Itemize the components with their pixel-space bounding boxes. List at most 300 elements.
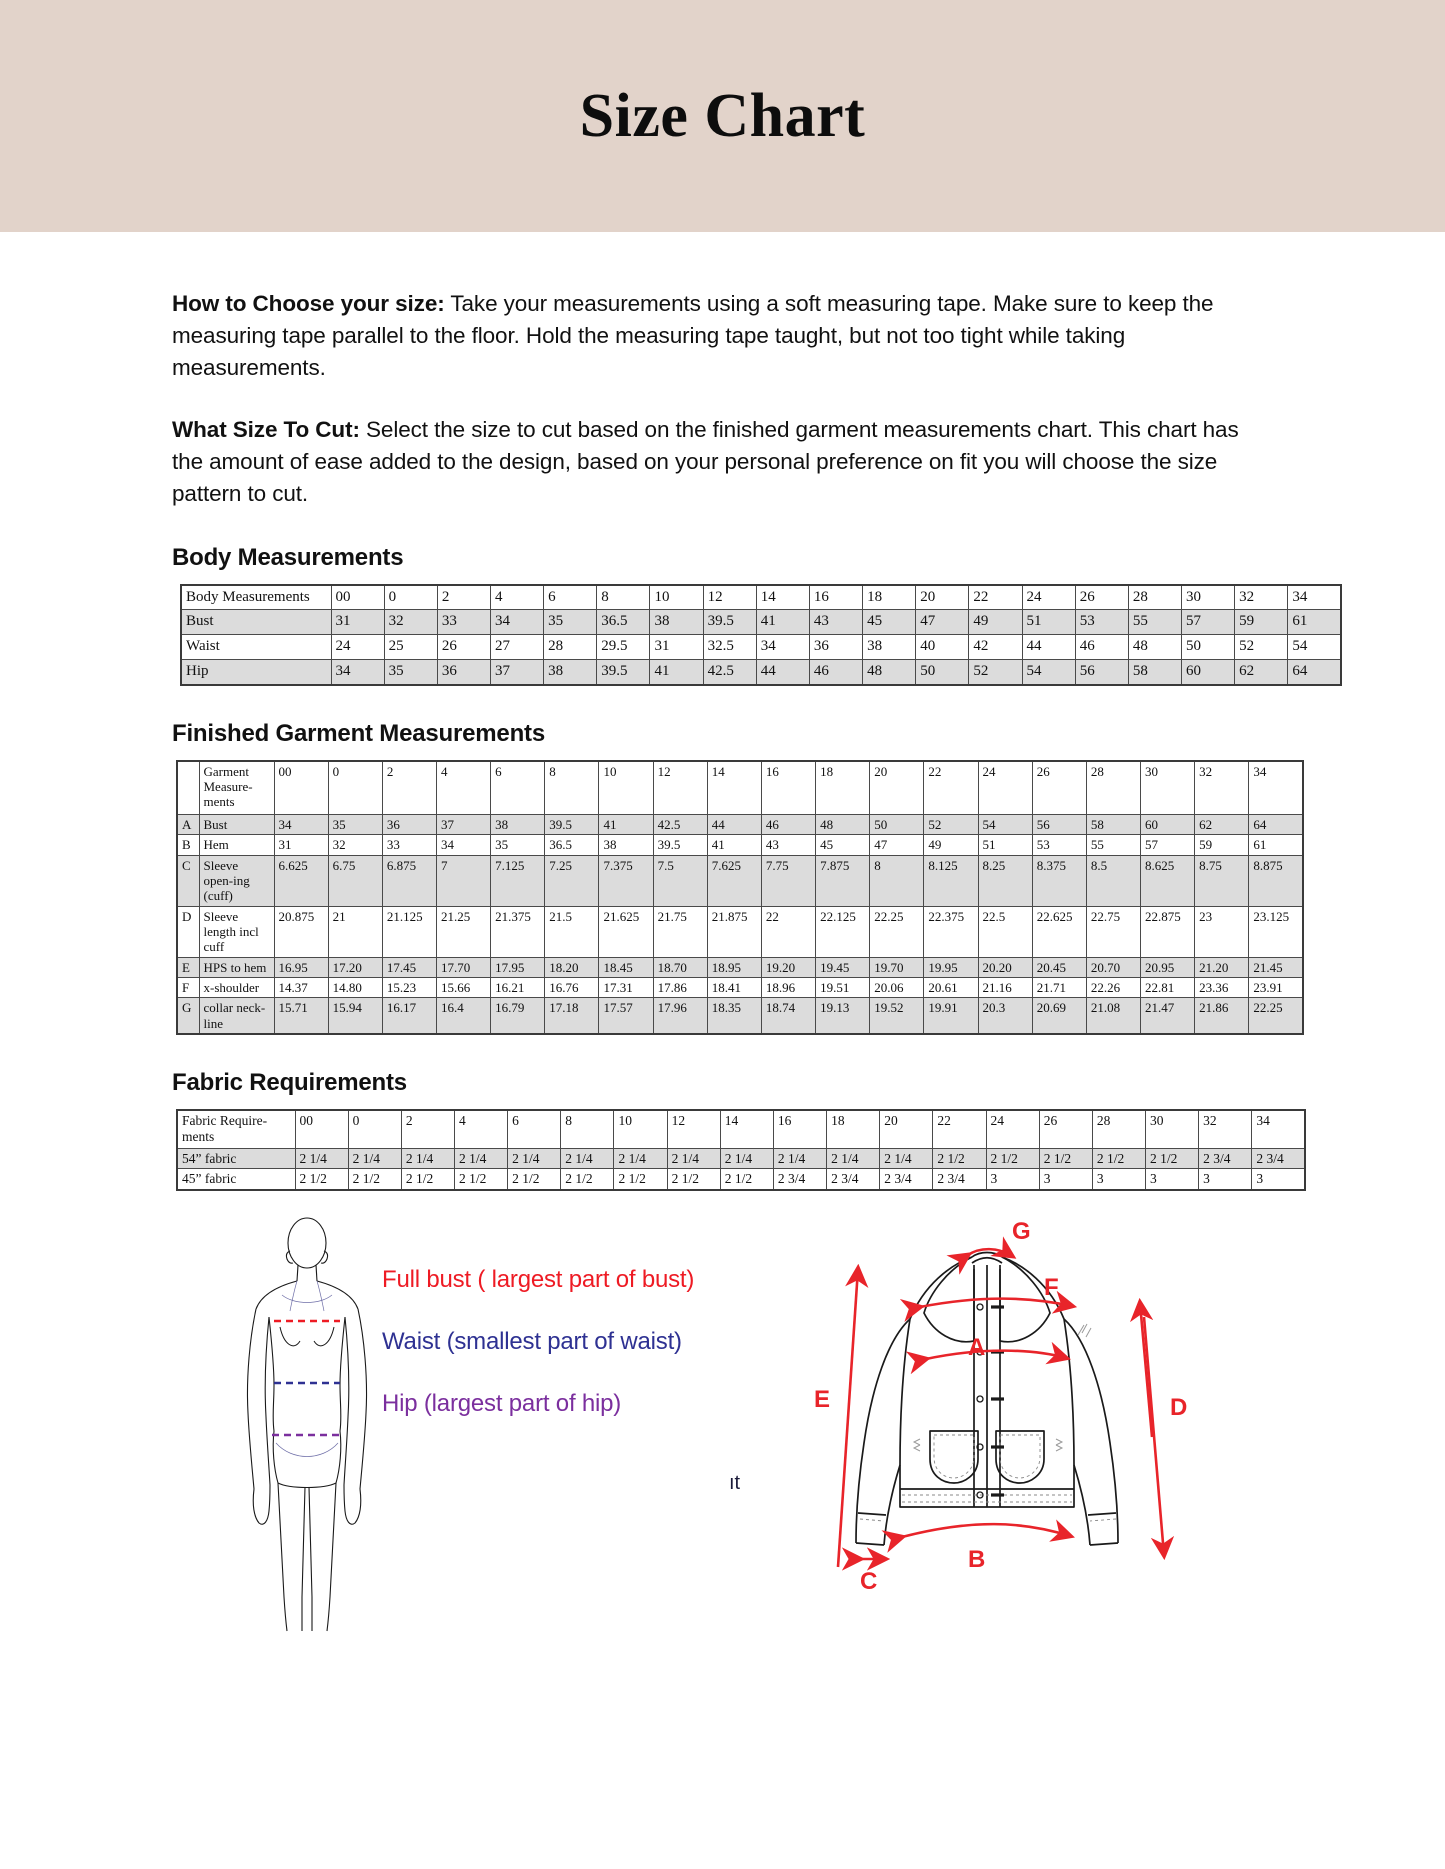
size-header-cell: 28 [1086, 761, 1140, 815]
fabric-cell: 2 1/4 [773, 1148, 826, 1169]
table-row [177, 761, 1303, 815]
measurement-cell: 62 [1195, 815, 1249, 835]
size-header-cell: 16 [761, 761, 815, 815]
fabric-cell: 2 1/2 [508, 1169, 561, 1190]
measurement-cell: 17.18 [545, 998, 599, 1034]
fabric-cell: 2 1/4 [508, 1148, 561, 1169]
measurement-cell: 34 [436, 835, 490, 855]
measurement-cell: 60 [1182, 660, 1235, 685]
measurement-cell: 18.74 [761, 998, 815, 1034]
measurement-cell: 16.17 [382, 998, 436, 1034]
measurement-cell: 21.375 [491, 906, 545, 957]
jacket-label-c: C [860, 1568, 878, 1596]
row-label: Waist [181, 635, 331, 660]
measurement-cell: 21.875 [707, 906, 761, 957]
table-row [177, 835, 1303, 855]
table-row [181, 635, 1341, 660]
measurement-cell: 41 [650, 660, 703, 685]
size-header-cell: 4 [454, 1110, 507, 1148]
measurement-cell: 34 [331, 660, 384, 685]
size-header-cell: 24 [978, 761, 1032, 815]
measurement-cell: 6.875 [382, 855, 436, 906]
measurement-cell: 27 [490, 635, 543, 660]
measurement-cell: 22.625 [1032, 906, 1086, 957]
measurement-cell: 36.5 [597, 610, 650, 635]
fabric-cell: 2 3/4 [880, 1169, 933, 1190]
measurement-cell: 21 [328, 906, 382, 957]
size-header-cell: 6 [544, 585, 597, 610]
body-measurements-table [180, 584, 1342, 686]
fabric-cell: 3 [1146, 1169, 1199, 1190]
measurement-cell: 8.125 [924, 855, 978, 906]
fabric-cell: 2 1/4 [295, 1148, 348, 1169]
measurement-cell: 49 [924, 835, 978, 855]
size-header-cell: 30 [1141, 761, 1195, 815]
fabric-cell: 3 [1252, 1169, 1305, 1190]
page-title: Size Chart [579, 81, 866, 150]
measurement-cell: 36 [437, 660, 490, 685]
measurement-cell: 19.13 [816, 998, 870, 1034]
page-body [0, 288, 1445, 1687]
measurement-cell: 28 [544, 635, 597, 660]
size-header-cell: 8 [597, 585, 650, 610]
measurement-cell: 19.70 [870, 957, 924, 977]
size-header-cell: 4 [490, 585, 543, 610]
measurement-cell: 39.5 [597, 660, 650, 685]
size-header-cell: 22 [969, 585, 1022, 610]
jacket-label-b: B [968, 1546, 986, 1574]
measurement-cell: 19.45 [816, 957, 870, 977]
measurement-cell: 48 [1128, 635, 1181, 660]
fabric-cell: 2 1/4 [454, 1148, 507, 1169]
measurement-cell: 43 [761, 835, 815, 855]
measurement-cell: 35 [328, 815, 382, 835]
measurement-cell: 38 [491, 815, 545, 835]
size-header-cell: 24 [986, 1110, 1039, 1148]
fabric-cell: 3 [1092, 1169, 1145, 1190]
jacket-flat-svg [772, 1207, 1202, 1657]
measurement-cell: 15.66 [436, 978, 490, 998]
fabric-cell: 2 1/2 [1092, 1148, 1145, 1169]
size-header-cell: 14 [756, 585, 809, 610]
row-letter: G [177, 998, 199, 1034]
size-header-cell: 8 [561, 1110, 614, 1148]
fabric-cell: 2 1/2 [295, 1169, 348, 1190]
row-label: HPS to hem [199, 957, 274, 977]
legend-item-hip: Hip (largest part of hip) [382, 1389, 622, 1417]
measurement-cell: 50 [1182, 635, 1235, 660]
size-header-cell: 32 [1235, 585, 1288, 610]
measurement-cell: 8.5 [1086, 855, 1140, 906]
measurement-cell: 32 [384, 610, 437, 635]
measurement-cell: 14.80 [328, 978, 382, 998]
measurement-cell: 17.96 [653, 998, 707, 1034]
fabric-cell: 2 1/2 [454, 1169, 507, 1190]
size-header-cell: 26 [1039, 1110, 1092, 1148]
measurement-cell: 37 [490, 660, 543, 685]
measurement-cell: 7.375 [599, 855, 653, 906]
row-letter: C [177, 855, 199, 906]
measurement-cell: 34 [490, 610, 543, 635]
measurement-cell: 40 [916, 635, 969, 660]
measurement-cell: 14.37 [274, 978, 328, 998]
table-row [181, 585, 1341, 610]
measurement-cell: 38 [650, 610, 703, 635]
measurement-cell: 38 [544, 660, 597, 685]
measurement-cell: 19.95 [924, 957, 978, 977]
measurement-cell: 39.5 [653, 835, 707, 855]
measurement-cell: 7.75 [761, 855, 815, 906]
measurement-cell: 23.91 [1249, 978, 1303, 998]
measurement-cell: 31 [331, 610, 384, 635]
fabric-cell: 2 3/4 [827, 1169, 880, 1190]
measurement-cell: 16.4 [436, 998, 490, 1034]
measurement-cell: 21.08 [1086, 998, 1140, 1034]
size-header-cell: 2 [401, 1110, 454, 1148]
size-header-cell: 0 [328, 761, 382, 815]
size-header-cell: 0 [384, 585, 437, 610]
size-header-cell: 20 [870, 761, 924, 815]
how-to-choose-paragraph [172, 288, 1247, 384]
fabric-cell: 2 1/2 [561, 1169, 614, 1190]
measurement-cell: 54 [978, 815, 1032, 835]
size-header-cell: 00 [331, 585, 384, 610]
measurement-cell: 22.75 [1086, 906, 1140, 957]
measurement-cell: 18.95 [707, 957, 761, 977]
measurement-cell: 31 [274, 835, 328, 855]
measurement-cell: 42 [969, 635, 1022, 660]
measurement-cell: 64 [1288, 660, 1341, 685]
measurement-cell: 52 [1235, 635, 1288, 660]
measurement-cell: 18.41 [707, 978, 761, 998]
measurement-cell: 23.36 [1195, 978, 1249, 998]
row-label: Hip [181, 660, 331, 685]
measurement-cell: 18.70 [653, 957, 707, 977]
measurement-cell: 7.25 [545, 855, 599, 906]
fabric-cell: 3 [1199, 1169, 1252, 1190]
measurement-cell: 46 [809, 660, 862, 685]
measurement-cell: 20.95 [1141, 957, 1195, 977]
size-header-cell: 22 [924, 761, 978, 815]
fabric-cell: 3 [986, 1169, 1039, 1190]
legend-item-waist: Waist (smallest part of waist) [382, 1328, 682, 1356]
measurement-cell: 18.20 [545, 957, 599, 977]
measurement-cell: 15.94 [328, 998, 382, 1034]
page-banner [0, 0, 1445, 232]
size-header-cell: 16 [773, 1110, 826, 1148]
arrow-e [838, 1269, 858, 1567]
fabric-cell: 2 3/4 [933, 1169, 986, 1190]
measurement-cell: 6.625 [274, 855, 328, 906]
measurement-cell: 47 [916, 610, 969, 635]
measurement-cell: 41 [707, 835, 761, 855]
measurement-cell: 35 [384, 660, 437, 685]
measurement-cell: 60 [1141, 815, 1195, 835]
measurement-cell: 33 [382, 835, 436, 855]
table-row [177, 815, 1303, 835]
jacket-illustration [772, 1207, 1202, 1662]
row-label: Bust [199, 815, 274, 835]
fabric-cell: 2 1/2 [401, 1169, 454, 1190]
measurement-cell: 8.375 [1032, 855, 1086, 906]
measurement-cell: 23.125 [1249, 906, 1303, 957]
measurement-cell: 17.57 [599, 998, 653, 1034]
measurement-cell: 50 [916, 660, 969, 685]
fabric-requirements-heading: Fabric Requirements [172, 1069, 407, 1097]
row-letter: E [177, 957, 199, 977]
row-label: Bust [181, 610, 331, 635]
measurement-cell: 41 [756, 610, 809, 635]
finished-garment-measurements-table [176, 760, 1304, 1035]
intro-block [172, 288, 1273, 510]
row-letter: D [177, 906, 199, 957]
measurement-cell: 64 [1249, 815, 1303, 835]
size-header-cell: 34 [1249, 761, 1303, 815]
fabric-cell: 2 1/4 [667, 1148, 720, 1169]
measurement-cell: 21.125 [382, 906, 436, 957]
measurement-cell: 17.86 [653, 978, 707, 998]
measurement-cell: 15.23 [382, 978, 436, 998]
size-header-cell: 8 [545, 761, 599, 815]
measurement-cell: 7.125 [491, 855, 545, 906]
size-header-cell: 12 [703, 585, 756, 610]
row-label: Sleeve open-ing (cuff) [199, 855, 274, 906]
measurement-cell: 17.31 [599, 978, 653, 998]
measurement-cell: 7.5 [653, 855, 707, 906]
fabric-cell: 2 1/2 [720, 1169, 773, 1190]
measurement-cell: 57 [1141, 835, 1195, 855]
fabric-cell: 2 1/4 [880, 1148, 933, 1169]
measurement-cell: 19.91 [924, 998, 978, 1034]
measurement-cell: 32.5 [703, 635, 756, 660]
measurement-cell: 17.95 [491, 957, 545, 977]
fabric-cell: 2 1/2 [1146, 1148, 1199, 1169]
measurement-cell: 17.45 [382, 957, 436, 977]
illustrations-area [172, 1217, 1273, 1687]
measurement-cell: 22.81 [1141, 978, 1195, 998]
size-header-cell: 12 [653, 761, 707, 815]
measurement-cell: 20.69 [1032, 998, 1086, 1034]
measurement-cell: 22.5 [978, 906, 1032, 957]
measurement-cell: 8.625 [1141, 855, 1195, 906]
what-size-to-cut-text: Select the size to cut based on the finished garment measurements chart. This chart has the amount of ease added to the design, based on your personal preference on fit you will choose the size pattern to cut. [172, 416, 1239, 506]
jacket-label-f: F [1044, 1274, 1059, 1302]
measurement-cell: 34 [274, 815, 328, 835]
fabric-cell: 2 1/2 [667, 1169, 720, 1190]
row-letter: A [177, 815, 199, 835]
fabric-cell: 2 3/4 [1199, 1148, 1252, 1169]
measurement-cell: 21.20 [1195, 957, 1249, 977]
measurement-cell: 44 [756, 660, 809, 685]
fabric-cell: 2 1/4 [561, 1148, 614, 1169]
size-header-cell: 00 [274, 761, 328, 815]
measurement-cell: 58 [1128, 660, 1181, 685]
measurement-cell: 18.45 [599, 957, 653, 977]
jacket-label-g: G [1012, 1218, 1031, 1246]
measurement-cell: 20.875 [274, 906, 328, 957]
measurement-cell: 33 [437, 610, 490, 635]
table-row [181, 660, 1341, 685]
row-label: Hem [199, 835, 274, 855]
table-row [177, 978, 1303, 998]
measurement-cell: 22.25 [870, 906, 924, 957]
table-row [177, 855, 1303, 906]
measurement-cell: 19.20 [761, 957, 815, 977]
size-header-cell: 26 [1032, 761, 1086, 815]
fabric-corner-label: Fabric Require-ments [177, 1110, 295, 1148]
measurement-cell: 16.76 [545, 978, 599, 998]
measurement-cell: 7.875 [816, 855, 870, 906]
measurement-cell: 43 [809, 610, 862, 635]
measurement-cell: 51 [978, 835, 1032, 855]
size-header-cell: 34 [1252, 1110, 1305, 1148]
measurement-cell: 44 [707, 815, 761, 835]
measurement-cell: 55 [1086, 835, 1140, 855]
measurement-cell: 36 [382, 815, 436, 835]
measurement-cell: 57 [1182, 610, 1235, 635]
measurement-cell: 18.96 [761, 978, 815, 998]
fabric-cell: 2 1/4 [720, 1148, 773, 1169]
measurement-cell: 59 [1195, 835, 1249, 855]
stray-text-fragment: ıt [729, 1472, 741, 1495]
measurement-cell: 59 [1235, 610, 1288, 635]
row-label: collar neck-line [199, 998, 274, 1034]
measurement-cell: 38 [863, 635, 916, 660]
measurement-cell: 29.5 [597, 635, 650, 660]
row-label: Sleeve length incl cuff [199, 906, 274, 957]
measurement-cell: 44 [1022, 635, 1075, 660]
size-header-cell: 10 [614, 1110, 667, 1148]
fabric-cell: 2 3/4 [773, 1169, 826, 1190]
size-header-cell: 10 [650, 585, 703, 610]
measurement-cell: 26 [437, 635, 490, 660]
measurement-cell: 36 [809, 635, 862, 660]
size-header-cell: 30 [1146, 1110, 1199, 1148]
row-label: x-shoulder [199, 978, 274, 998]
size-header-cell: 20 [916, 585, 969, 610]
measurement-cell: 46 [1075, 635, 1128, 660]
measurement-cell: 46 [761, 815, 815, 835]
measurement-cell: 39.5 [703, 610, 756, 635]
how-to-choose-text: Take your measurements using a soft measuring tape. Make sure to keep the measuring tape parallel to the floor. Hold the measuring tape taught, but not too tight while taking measurements. [172, 291, 1214, 380]
measurement-cell: 53 [1075, 610, 1128, 635]
size-header-cell: 6 [508, 1110, 561, 1148]
size-header-cell: 10 [599, 761, 653, 815]
size-header-cell: 12 [667, 1110, 720, 1148]
size-header-cell: 00 [295, 1110, 348, 1148]
measurement-cell: 20.3 [978, 998, 1032, 1034]
size-header-cell: 28 [1092, 1110, 1145, 1148]
measurement-cell: 8.75 [1195, 855, 1249, 906]
measurement-cell: 19.51 [816, 978, 870, 998]
fabric-cell: 2 1/2 [1039, 1148, 1092, 1169]
measurement-cell: 21.625 [599, 906, 653, 957]
measurement-legend [382, 1265, 712, 1450]
size-header-cell: 22 [933, 1110, 986, 1148]
legend-item-bust: Full bust ( largest part of bust) [382, 1266, 695, 1294]
measurement-cell: 21.86 [1195, 998, 1249, 1034]
arrow-b [902, 1525, 1070, 1538]
measurement-cell: 42.5 [653, 815, 707, 835]
finished-garment-measurements-heading: Finished Garment Measurements [172, 719, 545, 747]
measurement-cell: 20.45 [1032, 957, 1086, 977]
measurement-cell: 6.75 [328, 855, 382, 906]
fabric-table-body [177, 1110, 1305, 1190]
size-header-cell: 28 [1128, 585, 1181, 610]
table-row [177, 906, 1303, 957]
measurement-cell: 22.375 [924, 906, 978, 957]
table-row [177, 1169, 1305, 1190]
measurement-cell: 32 [328, 835, 382, 855]
size-header-cell: 2 [382, 761, 436, 815]
size-header-cell: 20 [880, 1110, 933, 1148]
garment-corner-letter [177, 761, 199, 815]
measurement-cell: 39.5 [545, 815, 599, 835]
measurement-cell: 16.79 [491, 998, 545, 1034]
measurement-cell: 21.71 [1032, 978, 1086, 998]
measurement-cell: 8 [870, 855, 924, 906]
size-header-cell: 18 [816, 761, 870, 815]
measurement-cell: 20.06 [870, 978, 924, 998]
jacket-label-a: A [968, 1334, 986, 1362]
size-header-cell: 32 [1199, 1110, 1252, 1148]
table-row [181, 610, 1341, 635]
measurement-cell: 56 [1032, 815, 1086, 835]
measurement-cell: 45 [863, 610, 916, 635]
measurement-cell: 22.26 [1086, 978, 1140, 998]
row-letter: B [177, 835, 199, 855]
measurement-cell: 38 [599, 835, 653, 855]
measurement-cell: 8.25 [978, 855, 1032, 906]
arrow-d-down [1144, 1317, 1164, 1555]
fabric-cell: 2 3/4 [1252, 1148, 1305, 1169]
measurement-cell: 17.20 [328, 957, 382, 977]
measurement-cell: 25 [384, 635, 437, 660]
size-header-cell: 32 [1195, 761, 1249, 815]
measurement-cell: 48 [816, 815, 870, 835]
female-figure-svg [212, 1217, 402, 1637]
table-row [177, 957, 1303, 977]
size-header-cell: 14 [707, 761, 761, 815]
fabric-cell: 2 1/2 [348, 1169, 401, 1190]
body-table-body [181, 585, 1341, 685]
measurement-cell: 19.52 [870, 998, 924, 1034]
size-header-cell: 14 [720, 1110, 773, 1148]
what-size-to-cut-paragraph [172, 414, 1247, 510]
measurement-cell: 22 [761, 906, 815, 957]
row-label: 45” fabric [177, 1169, 295, 1190]
body-figure-illustration [212, 1217, 402, 1642]
measurement-cell: 21.45 [1249, 957, 1303, 977]
measurement-cell: 37 [436, 815, 490, 835]
fabric-cell: 2 1/4 [827, 1148, 880, 1169]
measurement-cell: 22.875 [1141, 906, 1195, 957]
how-to-choose-label: How to Choose your size: [172, 291, 445, 316]
table-row [177, 1148, 1305, 1169]
size-header-cell: 18 [827, 1110, 880, 1148]
measurement-cell: 52 [969, 660, 1022, 685]
size-header-cell: 24 [1022, 585, 1075, 610]
row-label: 54” fabric [177, 1148, 295, 1169]
arrow-a [926, 1351, 1066, 1359]
measurement-cell: 20.20 [978, 957, 1032, 977]
measurement-cell: 51 [1022, 610, 1075, 635]
measurement-cell: 21.25 [436, 906, 490, 957]
measurement-cell: 20.70 [1086, 957, 1140, 977]
measurement-cell: 54 [1022, 660, 1075, 685]
row-letter: F [177, 978, 199, 998]
size-header-cell: 4 [436, 761, 490, 815]
